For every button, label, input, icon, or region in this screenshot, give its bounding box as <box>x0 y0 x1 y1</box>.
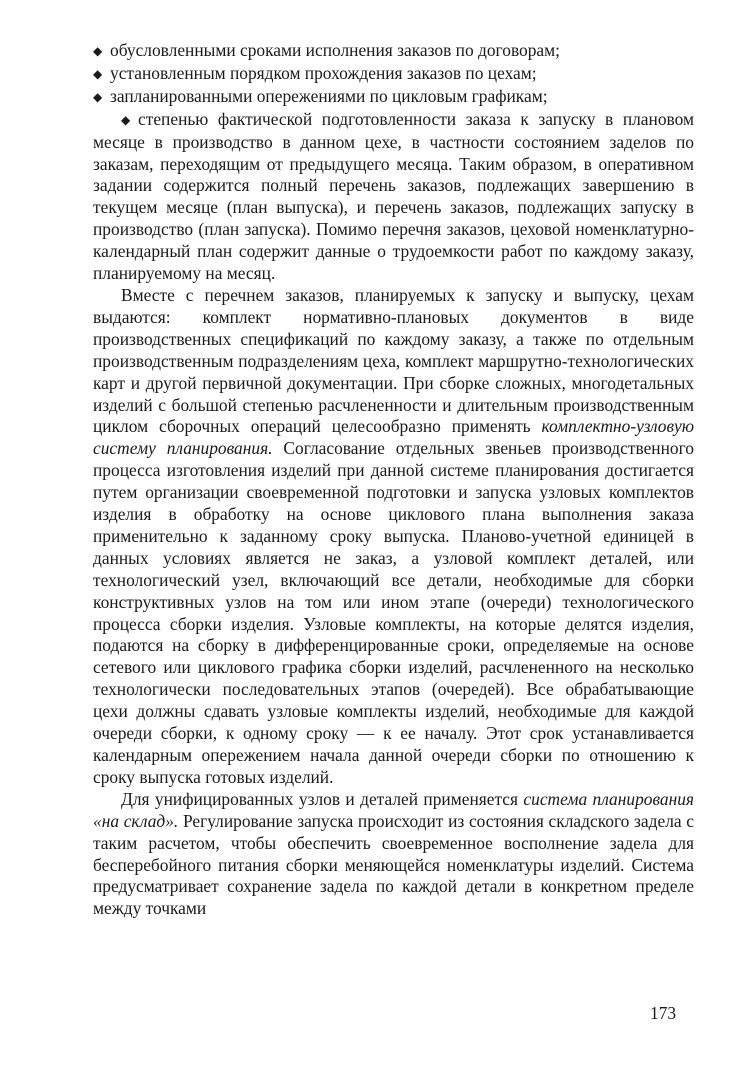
bullet-text: установленным порядком прохождения заказов по цехам; <box>110 62 537 83</box>
diamond-bullet-icon: ◆ <box>93 66 103 81</box>
bullet-item <box>93 63 694 86</box>
paragraph-warehouse-planning: Для унифицированных узлов и деталей применяется система планирования «на склад». Регулирование запуска происходит из состояния складского задела с таким расчетом, чтобы обеспечить своевременное восполнение задела для бесперебойного питания сборки меняющейся номенклатуры изделий. Система предусматривает сохранение задела по каждой детали в конкретном пределе между точками <box>93 788 694 919</box>
page-body <box>93 40 694 920</box>
bullet-text: обусловленными сроками исполнения заказов по договорам; <box>110 40 560 60</box>
diamond-bullet-icon: ◆ <box>93 89 103 104</box>
bullet-text: запланированными опережениями по цикловым графикам; <box>110 85 548 106</box>
emphasis-term: система планирования «на склад». <box>93 788 694 831</box>
bullet-item <box>93 86 694 109</box>
page-number: 173 <box>650 1003 677 1023</box>
bullet-paragraph <box>93 109 694 285</box>
diamond-bullet-icon: ◆ <box>93 44 103 58</box>
emphasis-term: комплектно-узловую систему планирования. <box>93 416 694 459</box>
paragraph-kit-planning: Вместе с перечнем заказов, планируемых к запуску и выпуску, цехам выдаются: комплект нормативно-плановых документов в виде производственных спецификаций по каждому заказу, а также по отдельным производственным подразделениям цеха, комплект маршрутно-технологических карт и другой первичной документации. При сборке сложных, многодетальных изделий с большой степенью расчлененности и длительным производственным циклом сборочных операций целесообразно применять комплектно-узловую систему планирования. Согласование отдельных звеньев производственного процесса изготовления изделий при данной системе планирования достигается путем организации своевременной подготовки и запуска узловых комплектов изделия в обработку на основе циклового плана выполнения заказа применительно к заданному сроку выпуска. Планово-учетной единицей в данных условиях является не заказ, а узловой комплект деталей, или технологический узел, включающий все детали, необходимые для сборки конструктивных узлов на том или ином этапе (очереди) технологического процесса сборки изделия. Узловые комплекты, на которые делятся изделия, подаются на сборку в дифференцированные сроки, определяемые на основе сетевого или циклового графика сборки изделий, расчлененного на несколько технологически последовательных этапов (очередей). Все обрабатывающие цехи должны сдавать узловые комплекты изделий, необходимые для каждой очереди сборки, к одному сроку — к ее началу. Этот срок устанавливается календарным опережением начала данной очереди сборки по отношению к сроку выпуска готовых изделий. <box>93 284 695 787</box>
bullet-item <box>93 40 694 63</box>
bullet-paragraph-text: степенью фактической подготовленности заказа к запуску в плановом месяце в производство в данном цехе, в частности состоянием заделов по заказам, переходящим от предыдущего месяца. Таким образом, в оперативном задании содержится полный перечень заказов, подлежащих завершению в текущем месяце (план выпуска), и перечень заказов, подлежащих запуску в производство (план запуска). Помимо перечня заказов, цеховой номенклатурно-календарный план содержит данные о трудоемкости работ по каждому заказу, планируемому на месяц. <box>93 108 694 284</box>
diamond-bullet-icon: ◆ <box>121 112 131 127</box>
